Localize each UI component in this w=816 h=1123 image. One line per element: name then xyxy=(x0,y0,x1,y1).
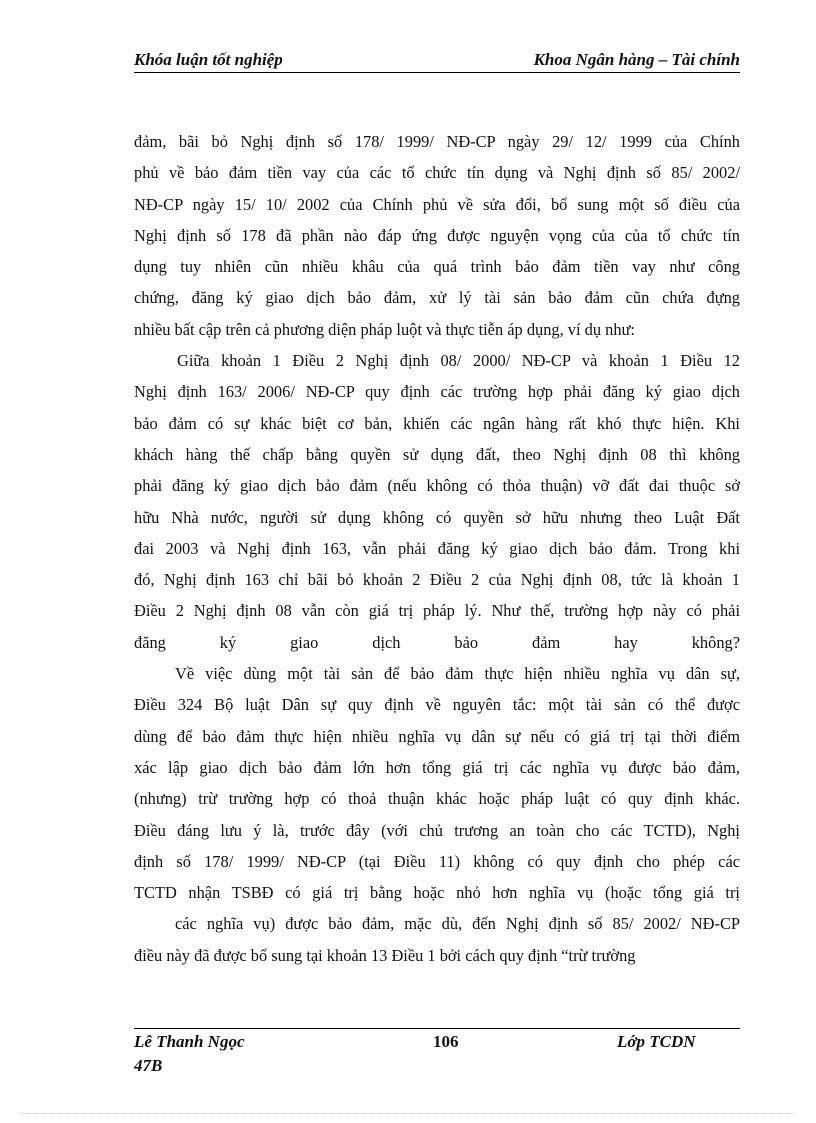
body-line: đai 2003 và Nghị định 163, vẫn phải đăng ký giao dịch bảo đảm. Trong khi xyxy=(134,538,740,558)
body-line: dùng để bảo đảm thực hiện nhiều nghĩa vụ dân sự nếu có giá trị tại thời điểm xyxy=(134,726,740,746)
body-line: Nghị định 163/ 2006/ NĐ-CP quy định các trường hợp phải đăng ký giao dịch xyxy=(134,382,740,402)
body-line: Nghị định số 178 đã phần nào đáp ứng được nguyện vọng của của tổ chức tín xyxy=(134,225,740,245)
body-line: dụng tuy nhiên cũn nhiều khâu của quá trình bảo đảm tiền vay như công xyxy=(134,257,740,277)
page-edge-divider xyxy=(20,1113,796,1114)
body-line: đó, Nghị định 163 chỉ bãi bỏ khoản 2 Điều 2 của Nghị định 08, tức là khoản 1 xyxy=(134,570,740,590)
body-text xyxy=(134,126,740,971)
body-line: khách hàng thế chấp bằng quyền sử dụng đất, theo Nghị định 08 thì không xyxy=(134,444,740,464)
footer-cohort: 47B xyxy=(134,1056,163,1075)
body-line: điều này đã được bổ sung tại khoản 13 Điều 1 bởi cách quy định “trừ trường xyxy=(134,945,636,965)
header-faculty: Khoa Ngân hàng – Tài chính xyxy=(533,50,740,69)
body-line: TCTD nhận TSBĐ có giá trị bằng hoặc nhỏ hơn nghĩa vụ (hoặc tổng giá trị xyxy=(134,883,740,903)
body-line: bảo đảm có sự khác biệt cơ bản, khiến các ngân hàng rất khó thực hiện. Khi xyxy=(134,413,740,433)
body-line: đảm, bãi bỏ Nghị định số 178/ 1999/ NĐ-CP ngày 29/ 12/ 1999 của Chính xyxy=(134,132,740,151)
header-thesis-title: Khóa luận tốt nghiệp xyxy=(134,50,283,69)
page-header xyxy=(134,48,740,73)
body-line: Điều 2 Nghị định 08 vẫn còn giá trị pháp lý. Như thế, trường hợp này có phải xyxy=(134,601,740,621)
body-line: Giữa khoản 1 Điều 2 Nghị định 08/ 2000/ NĐ-CP và khoản 1 Điều 12 xyxy=(177,351,740,371)
footer-author: Lê Thanh Ngọc xyxy=(134,1032,245,1051)
body-line: Điều đáng lưu ý là, trước đây (với chủ trương an toàn cho các TCTD), Nghị xyxy=(134,820,740,840)
body-line: nhiều bất cập trên cả phương diện pháp luột và thực tiễn áp dụng, ví dụ như: xyxy=(134,319,635,339)
footer-class: Lớp TCDN xyxy=(617,1032,696,1051)
body-line: Điều 324 Bộ luật Dân sự quy định về nguyên tắc: một tài sản có thể được xyxy=(134,695,740,715)
footer-rule xyxy=(134,1028,740,1029)
body-line: xác lập giao dịch bảo đảm lớn hơn tổng giá trị các nghĩa vụ được bảo đảm, xyxy=(134,757,740,777)
body-line: định số 178/ 1999/ NĐ-CP (tại Điều 11) không có quy định cho phép các xyxy=(134,851,740,871)
body-line: chứng, đăng ký giao dịch bảo đảm, xử lý tài sản bảo đảm cũn chứa đựng xyxy=(134,288,740,308)
body-line: phải đăng ký giao dịch bảo đảm (nếu không có thỏa thuận) vỡ đất đai thuộc sở xyxy=(134,476,740,496)
page-number: 106 xyxy=(433,1032,459,1051)
body-line: NĐ-CP ngày 15/ 10/ 2002 của Chính phủ về sửa đổi, bổ sung một số điều của xyxy=(134,194,740,214)
body-line: Về việc dùng một tài sản để bảo đảm thực hiện nhiều nghĩa vụ dân sự, xyxy=(175,664,740,684)
body-line: phủ về bảo đảm tiền vay của các tổ chức tín dụng và Nghị định số 85/ 2002/ xyxy=(134,163,740,183)
body-line: hữu Nhà nước, người sử dụng không có quyền sở hữu nhưng theo Luật Đất xyxy=(134,507,740,527)
body-line: các nghĩa vụ) được bảo đảm, mặc dù, đến Nghị định số 85/ 2002/ NĐ-CP xyxy=(175,914,740,934)
page-footer xyxy=(134,1032,740,1080)
body-line: (nhưng) trừ trường hợp có thoả thuận khác hoặc pháp luật có quy định khác. xyxy=(134,789,740,809)
body-line: đăng ký giao dịch bảo đảm hay không? xyxy=(134,632,740,652)
